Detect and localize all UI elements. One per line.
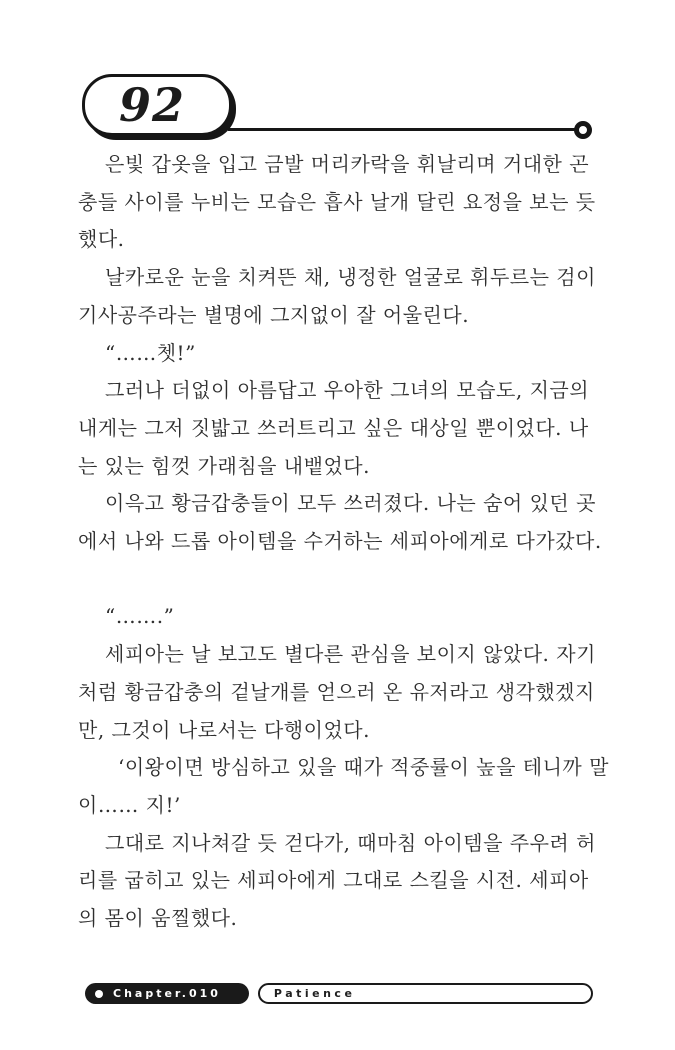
chapter-label: Chapter.010 bbox=[113, 987, 221, 1000]
text-line: 에서 나와 드롭 아이템을 수거하는 세피아에게로 다가갔다. bbox=[78, 529, 602, 554]
text-line: 만, 그것이 나로서는 다행이었다. bbox=[78, 717, 370, 742]
text-line: 리를 굽히고 있는 세피아에게 그대로 스킬을 시전. 세피아 bbox=[78, 868, 589, 893]
text-line: 이윽고 황금갑충들이 모두 쓰러졌다. 나는 숨어 있던 곳 bbox=[105, 491, 596, 516]
text-line: 은빛 갑옷을 입고 금발 머리카락을 휘날리며 거대한 곤 bbox=[105, 152, 590, 176]
text-line: 이…… 지!’ bbox=[78, 792, 181, 817]
text-line: 세피아는 날 보고도 별다른 관심을 보이지 않았다. 자기 bbox=[105, 642, 596, 667]
page-number: 92 bbox=[118, 78, 185, 132]
page-number-badge bbox=[82, 74, 232, 136]
text-line: 처럼 황금갑충의 겉날개를 얻으러 온 유저라고 생각했겠지 bbox=[78, 679, 595, 704]
text-line: 날카로운 눈을 치켜뜬 채, 냉정한 얼굴로 휘두르는 검이 bbox=[105, 265, 596, 290]
text-line: 는 있는 힘껏 가래침을 내뱉었다. bbox=[78, 453, 370, 478]
text-line: 그대로 지나쳐갈 듯 걷다가, 때마침 아이템을 주우려 허 bbox=[105, 830, 596, 855]
text-line: 내게는 그저 짓밟고 쓰러트리고 싶은 대상일 뿐이었다. 나 bbox=[78, 415, 589, 440]
section-pill bbox=[258, 983, 593, 1004]
text-line: 기사공주라는 별명에 그지없이 잘 어울린다. bbox=[78, 302, 470, 327]
text-line: 했다. bbox=[78, 227, 125, 252]
section-label: Patience bbox=[273, 987, 356, 1000]
text-line: “…….” bbox=[105, 604, 175, 629]
text-line bbox=[78, 561, 600, 599]
chapter-pill bbox=[85, 983, 249, 1004]
text-line: 그러나 더없이 아름답고 우아한 그녀의 모습도, 지금의 bbox=[105, 378, 590, 403]
text-line: 의 몸이 움찔했다. bbox=[78, 906, 238, 931]
body-text bbox=[78, 146, 609, 938]
text-line: 충들 사이를 누비는 모습은 흡사 날개 달린 요정을 보는 듯 bbox=[78, 189, 596, 214]
header-rule-end-ring-icon bbox=[574, 121, 592, 139]
text-line: “……쳇!” bbox=[105, 340, 196, 365]
text-line: ‘이왕이면 방심하고 있을 때가 적중률이 높을 테니까 말 bbox=[118, 755, 609, 780]
bullet-dot-icon bbox=[95, 990, 103, 998]
header-rule-line bbox=[228, 128, 576, 131]
page-footer bbox=[85, 983, 593, 1004]
